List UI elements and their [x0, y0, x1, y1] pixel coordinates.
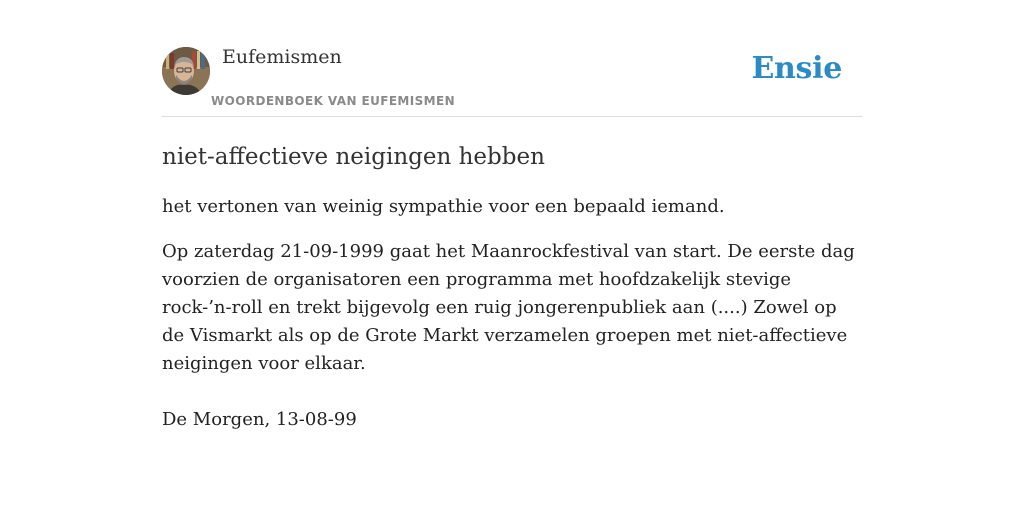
author-name[interactable]: Eufemismen	[222, 46, 342, 68]
ensie-logo[interactable]: Ensie	[751, 51, 842, 86]
page-container	[162, 0, 862, 434]
author-avatar[interactable]	[162, 47, 210, 95]
entry-term: niet-affectieve neigingen hebben	[162, 144, 545, 170]
entry-definition: het vertonen van weinig sympathie voor een bepaald iemand.	[162, 196, 725, 217]
avatar-portrait-icon	[162, 47, 210, 95]
entry-example-quote: Op zaterdag 21-09-1999 gaat het Maanrockfestival van start. De eerste dag voorzien de organisatoren een programma met hoofdzakelijk stevige rock-’n-roll en trekt bijgevolg een ruig jongerenpubliek aan (....) Zowel op de Vismarkt als op de Grote Markt verzamelen groepen met niet-affectieve neigingen voor elkaar. De Morgen, 13-08-99	[162, 241, 855, 430]
entry-header	[162, 0, 862, 117]
dictionary-subtitle[interactable]: WOORDENBOEK VAN EUFEMISMEN	[211, 94, 456, 108]
